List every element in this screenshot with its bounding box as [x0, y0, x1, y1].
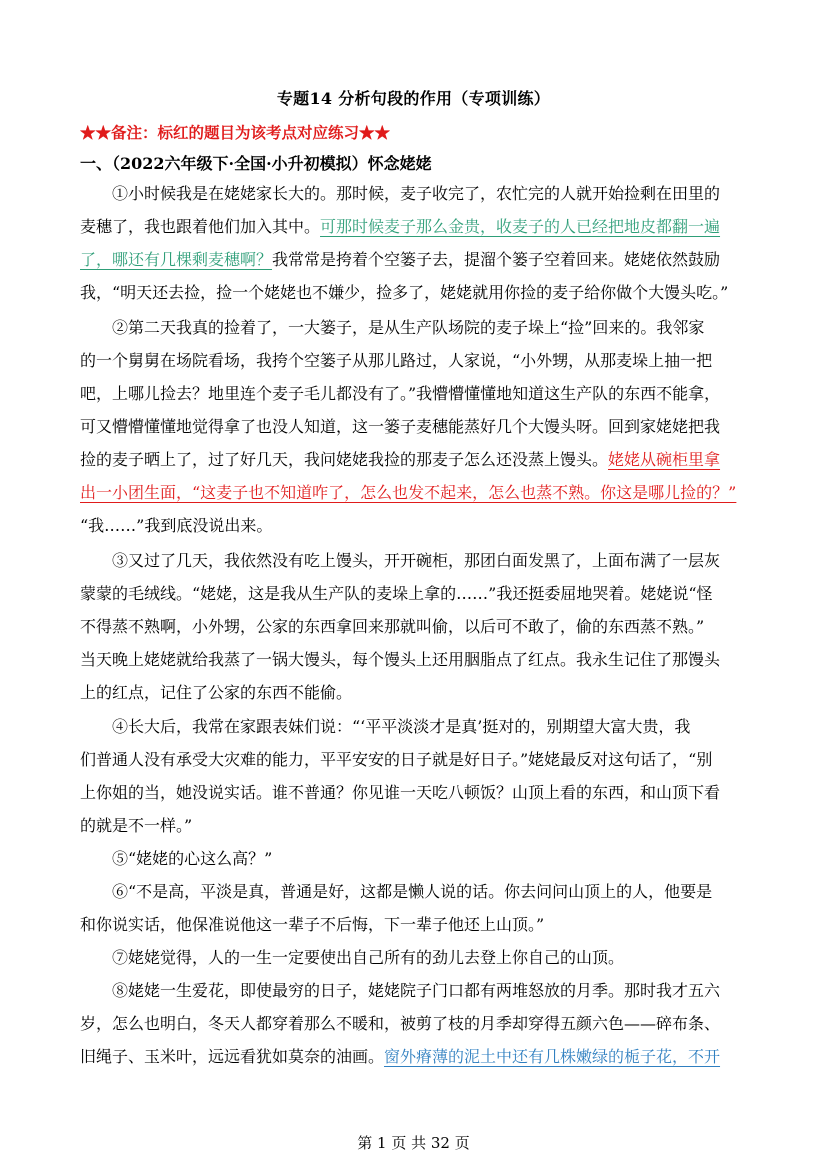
paragraph-line: ③又过了几天，我依然没有吃上馒头，开开碗柜，那团白面发黑了，上面布满了一层灰 [112, 551, 721, 570]
paragraph-line: 们普通人没有承受大灾难的能力，平平安安的日子就是好日子。”姥姥最反对这句话了，“别 [80, 750, 713, 769]
line-text: 旧绳子、玉米叶，远远看犹如莫奈的油画。 [80, 1047, 385, 1066]
paragraph-line: 上的红点，记住了公家的东西不能偷。 [80, 683, 353, 702]
paragraph-line [80, 1046, 720, 1068]
highlight-sentence-green: 了，哪还有几棵剩麦穗啊？ [80, 250, 273, 269]
paragraph-line: ⑦姥姥觉得，人的一生一定要使出自己所有的劲儿去登上你自己的山顶。 [112, 948, 625, 967]
paragraph-line: ②第二天我真的捡着了，一大篓子，是从生产队场院的麦子垛上“捡”回来的。我邻家 [112, 318, 705, 337]
paragraph-line [80, 249, 720, 271]
paragraph-line [80, 482, 736, 504]
paragraph-line: 蒙蒙的毛绒线。“姥姥，这是我从生产队的麦垛上拿的……”我还挺委屈地哭着。姥姥说“怪 [80, 584, 713, 603]
paragraph-line: ①小时候我是在姥姥家长大的。那时候，麦子收完了，农忙完的人就开始捡剩在田里的 [112, 184, 721, 203]
page-footer: 第 1 页 共 32 页 [357, 1134, 470, 1152]
page-title: 专题14 分析句段的作用（专项训练） [276, 89, 551, 108]
paragraph-line: 的就是不一样。” [80, 816, 193, 835]
section-heading: 一、（2022六年级下·全国·小升初模拟）怀念姥姥 [80, 154, 432, 173]
paragraph-line: 可又懵懵懂懂地觉得拿了也没人知道，这一篓子麦穗能蒸好几个大馒头呀。回到家姥姥把我 [80, 417, 721, 436]
paragraph-line: 不得蒸不熟啊，小外甥，公家的东西拿回来那就叫偷，以后可不敢了，偷的东西蒸不熟。” [80, 617, 705, 636]
paragraph-line: ④长大后，我常在家跟表妹们说：“‘平平淡淡才是真’挺对的，别期望大富大贵，我 [112, 717, 691, 736]
paragraph-line: 上你姐的当，她没说实话。谁不普通？你见谁一天吃八顿饭？山顶上看的东西，和山顶下看 [80, 783, 721, 802]
line-text: 我常常是挎着个空篓子去，提溜个篓子空着回来。姥姥依然鼓励 [272, 250, 721, 269]
paragraph-line: 当天晚上姥姥就给我蒸了一锅大馒头，每个馒头上还用胭脂点了红点。我永生记住了那馒头 [80, 650, 721, 669]
paragraph-line: ⑤“姥姥的心这么高？” [112, 849, 273, 868]
red-note: ★★备注：标红的题目为该考点对应练习★★ [80, 123, 391, 142]
line-text: 捡的麦子晒上了，过了好几天，我问姥姥我捡的那麦子怎么还没蒸上馒头。 [80, 450, 609, 469]
highlight-sentence-red: 出一小团生面，“这麦子也不知道咋了，怎么也发不起来，怎么也蒸不熟。你这是哪儿捡的？” [80, 483, 737, 502]
paragraph-line: ⑥“不是高，平淡是真，普通是好，这都是懒人说的话。你去问问山顶上的人，他要是 [112, 882, 713, 901]
paragraph-line: 和你说实话，他保准说他这一辈子不后悔，下一辈子他还上山顶。” [80, 915, 545, 934]
highlight-sentence-green: 可那时候麦子那么金贵，收麦子的人已经把地皮都翻一遍 [320, 217, 721, 236]
line-text: 麦穗了，我也跟着他们加入其中。 [80, 217, 321, 236]
paragraph-line: ⑧姥姥一生爱花，即使最穷的日子，姥姥院子门口都有两堆怒放的月季。那时我才五六 [112, 981, 721, 1000]
paragraph-line [80, 449, 720, 471]
paragraph-line: 我，“明天还去捡，捡一个姥姥也不嫌少，捡多了，姥姥就用你捡的麦子给你做个大馒头吃。” [80, 283, 729, 302]
highlight-sentence-red: 姥姥从碗柜里拿 [608, 450, 721, 469]
paragraph-line: “我……”我到底没说出来。 [80, 516, 273, 535]
paragraph-line: 岁，怎么也明白，冬天人都穿着那么不暖和，被剪了枝的月季却穿得五颜六色——碎布条、 [80, 1014, 721, 1033]
paragraph-line [80, 216, 720, 238]
paragraph-line: 吧，上哪儿捡去？地里连个麦子毛儿都没有了。”我懵懵懂懂地知道这生产队的东西不能拿， [80, 384, 721, 403]
paragraph-line: 的一个舅舅在场院看场，我挎个空篓子从那儿路过，人家说，“小外甥，从那麦垛上抽一把 [80, 351, 713, 370]
highlight-sentence-blue: 窗外瘠薄的泥土中还有几株嫩绿的栀子花，不开 [384, 1047, 721, 1066]
